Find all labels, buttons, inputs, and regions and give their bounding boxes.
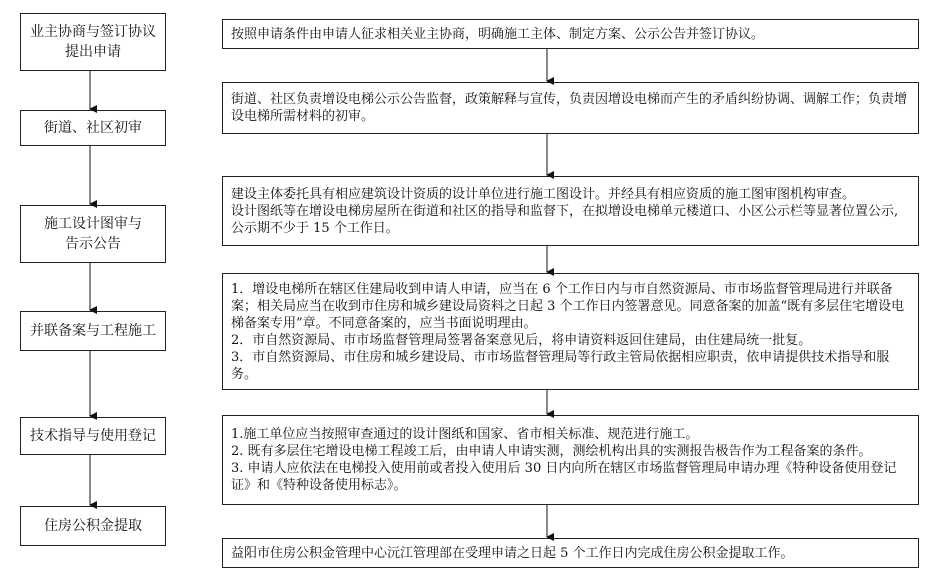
detail-box-2 — [222, 82, 919, 134]
step-label-6: 住房公积金提取 — [44, 518, 142, 534]
detail-box-1 — [222, 19, 919, 49]
step-box-5 — [20, 417, 166, 455]
detail-box-5 — [222, 415, 919, 505]
step-label-2: 街道、社区初审 — [44, 120, 142, 136]
step-box-2 — [20, 110, 166, 146]
detail-text-2: 街道、社区负责增设电梯公示公告监督，政策解释与宣传，负责因增设电梯而产生的矛盾纠纷协调、调解工作；负责增设电梯所需材料的初审。 — [231, 92, 908, 124]
detail-text-5a: 1.施工单位应当按照审查通过的设计图纸和国家、省市相关标准、规范进行施工。 — [231, 427, 699, 442]
detail-box-6 — [222, 538, 919, 568]
detail-text-3a: 建设主体委托具有相应建筑设计资质的设计单位进行施工图设计。并经具有相应资质的施工图审图机构审查。 — [231, 186, 856, 202]
detail-box-4 — [222, 273, 919, 390]
step-box-1 — [20, 13, 166, 71]
detail-text-1: 按照申请条件由申请人征求相关业主协商，明确施工主体、制定方案、公示公告并签订协议。 — [231, 26, 765, 42]
detail-text-3b: 设计图纸等在增设电梯房屋所在街道和社区的指导和监督下，在拟增设电梯单元楼道口、小区公示栏等显著位置公示,公示期不少于 15 个工作日。 — [231, 203, 899, 236]
detail-text-4c: 3．市自然资源局、市住房和城乡建设局、市市场监督管理局等行政主管局依据相应职责，依申请提供技术指导和服务。 — [231, 349, 890, 382]
detail-text-5c: 3. 申请人应依法在电梯投入使用前或者投入使用后 30 日内向所在辖区市场监督管理局申请办理《特种设备使用登记证》和《特种设备使用标志》。 — [231, 461, 897, 493]
detail-text-5b: 2. 既有多层住宅增设电梯工程竣工后，由申请人申请实测，测绘机构出具的实测报告极告作为工程备案的条件。 — [231, 444, 872, 459]
step-box-4 — [20, 311, 166, 351]
step-box-3 — [20, 205, 166, 263]
step-label-3: 施工设计图审与 告示公告 — [44, 216, 142, 252]
detail-box-3 — [222, 176, 919, 246]
step-label-4: 并联备案与工程施工 — [30, 323, 156, 339]
step-label-5: 技术指导与使用登记 — [30, 428, 156, 444]
detail-text-6: 益阳市住房公积金管理中心沅江管理部在受理申请之日起 5 个工作日内完成住房公积金提取工作。 — [231, 545, 794, 561]
detail-text-4a: 1．增设电梯所在辖区住建局收到申请人申请，应当在 6 个工作日内与市自然资源局、市市场监督管理局进行并联备案；相关局应当在收到市住房和城乡建设局资料之日起 3 个工作日内签署意见。同意备案的加盖“既有多层住宅增设电梯备案专用”章。不同意备案的，应当书面说明理由。 — [231, 281, 905, 331]
step-box-6 — [20, 506, 166, 546]
detail-text-4b: 2．市自然资源局、市市场监督管理局签署备案意见后，将申请资料返回住建局，由住建局统一批复。 — [231, 332, 812, 348]
step-label-1: 业主协商与签订协议 提出申请 — [30, 24, 156, 60]
